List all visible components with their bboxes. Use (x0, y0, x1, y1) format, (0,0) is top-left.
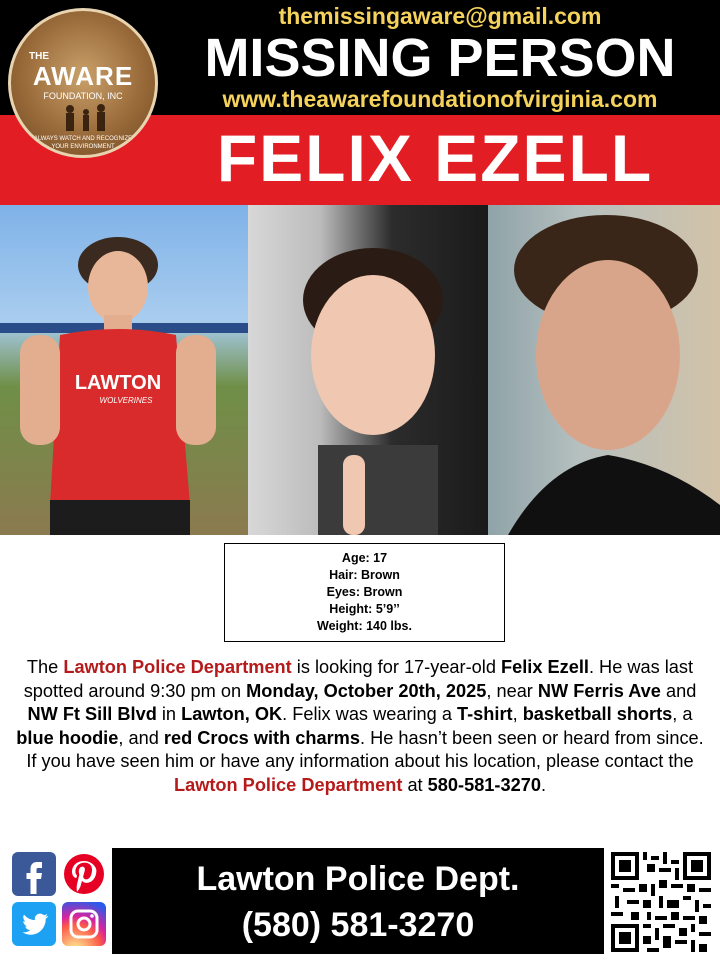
pinterest-icon[interactable] (62, 852, 106, 896)
person-photo-2 (248, 205, 488, 535)
physical-description-box (224, 543, 505, 642)
logo-aware: AWARE (32, 61, 134, 91)
police-dept-mention: Lawton Police Department (63, 657, 292, 677)
last-seen-date: Monday, October 20th, 2025 (246, 680, 487, 701)
social-icons (12, 850, 106, 950)
missing-person-name: FELIX EZELL (216, 121, 654, 195)
street-2: NW Ft Sill Blvd (27, 704, 157, 724)
police-dept-mention-2: Lawton Police Department (173, 774, 403, 795)
police-dept-name: Lawton Police Dept. (196, 860, 520, 898)
clothing-4: red Crocs with charms (163, 727, 360, 748)
facebook-icon[interactable] (12, 852, 56, 896)
shirt-subtext: WOLVERINES (99, 396, 153, 405)
shirt-text: LAWTON (74, 372, 162, 394)
photo-car-selfie (248, 205, 488, 535)
photo-strip (0, 205, 720, 535)
phone-mention: 580-581-3270 (427, 774, 541, 795)
weight-field: Weight: 140 lbs. (317, 619, 412, 633)
street-1: NW Ferris Ave (537, 680, 661, 701)
photo-closeup (488, 205, 720, 535)
qr-code[interactable] (611, 852, 711, 952)
height-field: Height: 5’9’’ (329, 602, 400, 616)
instagram-icon[interactable] (62, 902, 106, 946)
clothing-3: blue hoodie (16, 727, 119, 748)
aware-foundation-logo (8, 8, 158, 158)
qr-code-image (611, 852, 711, 952)
police-contact-box (112, 848, 604, 954)
logo-the: THE (29, 51, 49, 62)
city: Lawton, OK (181, 704, 283, 724)
eyes-field: Eyes: Brown (326, 585, 403, 599)
police-phone-number[interactable]: (580) 581-3270 (241, 906, 475, 944)
contact-email: themissingaware@gmail.com (278, 3, 602, 29)
description-paragraph: The Lawton Police Department is looking for 17-year-old Felix Ezell. He was last spotted around 9:30 pm on Monday, October 20th, 2025, near NW Ferris Ave and NW Ft Sill Blvd in Lawton, OK. Felix was wearing a T-shirt, basketball shorts, a blue hoodie, and red Crocs with charms. He hasn’t been seen or heard from since. If you have seen him or have any information about his location, please contact the Lawton Police Department at 580-581-3270. (16, 657, 704, 795)
photo-running-track (0, 205, 248, 535)
person-photo-1 (0, 205, 248, 535)
logo-foundation: FOUNDATION, INC (43, 91, 123, 101)
twitter-icon[interactable] (12, 902, 56, 946)
clothing-1: T-shirt (457, 704, 513, 724)
hair-field: Hair: Brown (329, 568, 400, 582)
family-silhouette-icon (56, 103, 116, 133)
clothing-2: basketball shorts (522, 704, 673, 724)
person-photo-3 (488, 205, 720, 535)
person-name-mention: Felix Ezell (501, 657, 589, 677)
website-url: www.theawarefoundationofvirginia.com (222, 86, 658, 112)
age-field: Age: 17 (341, 551, 388, 565)
logo-tagline: ALWAYS WATCH AND RECOGNIZE YOUR ENVIRONMENT (33, 136, 133, 150)
page-title: MISSING PERSON (204, 28, 676, 88)
